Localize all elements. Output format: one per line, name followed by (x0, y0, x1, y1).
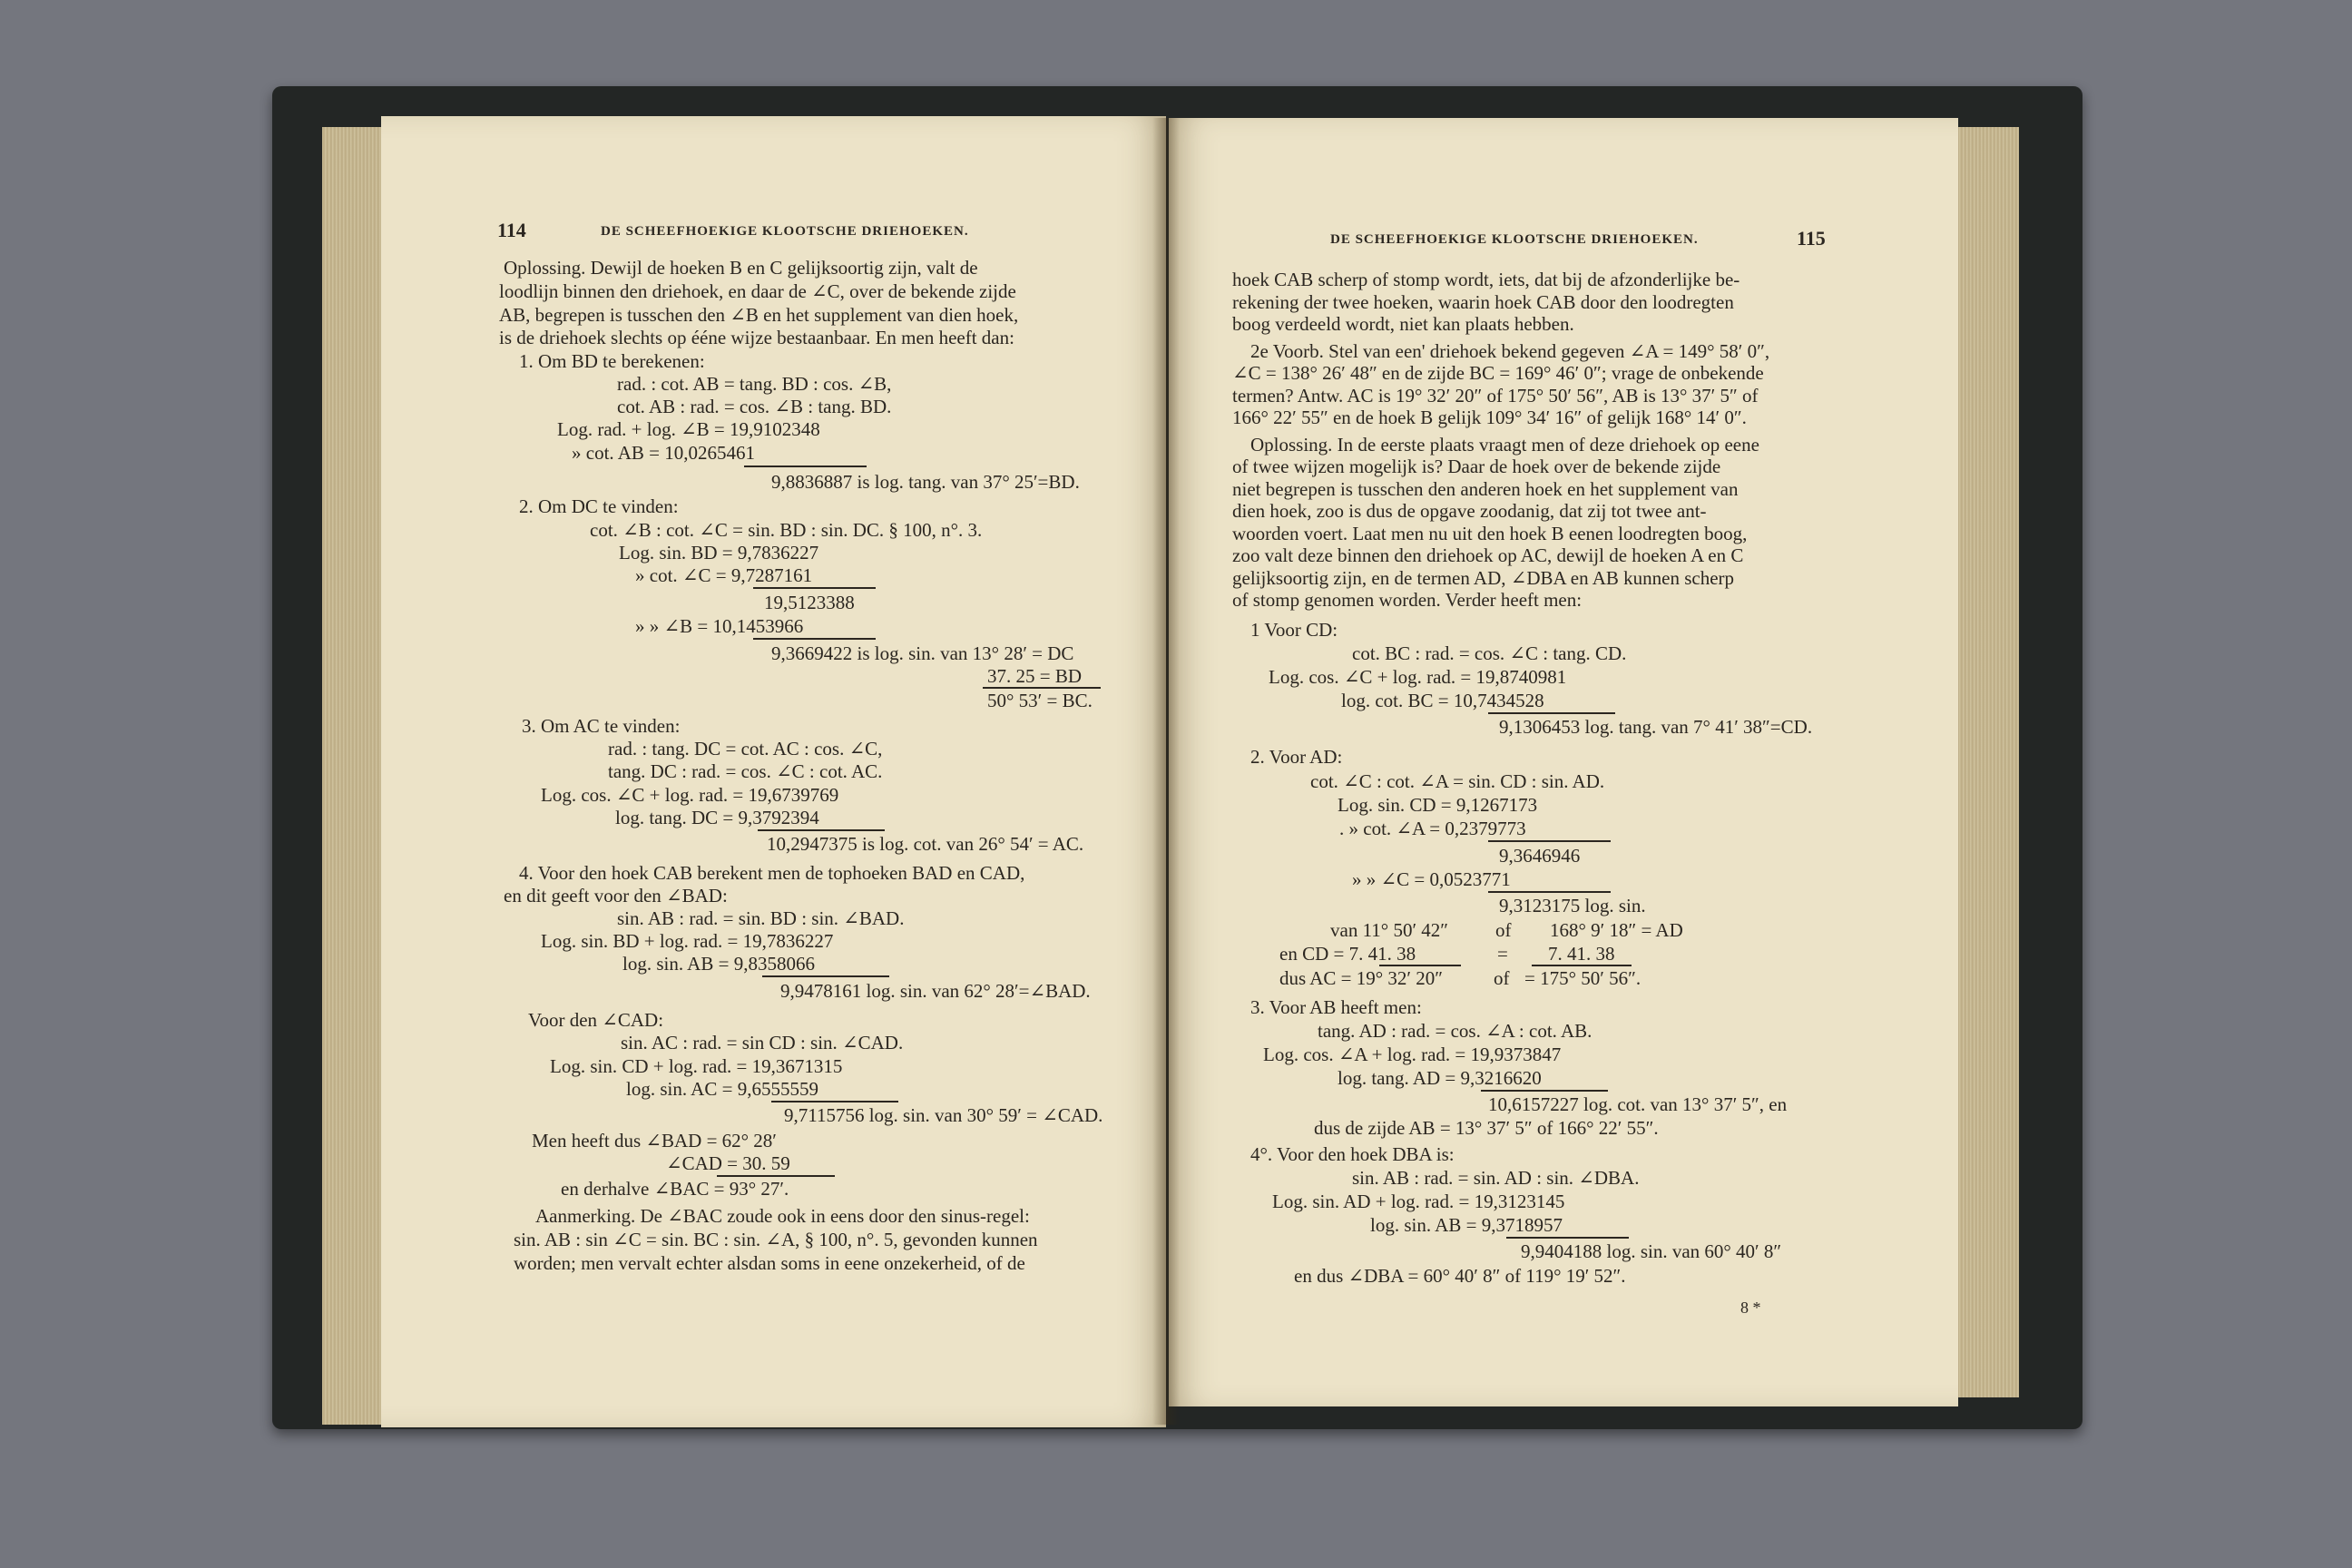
text-line: tang. AD : rad. = cos. ∠A : cot. AB. (1318, 1020, 1592, 1042)
text-line: 168° 9′ 18″ = AD (1550, 919, 1683, 941)
text-line: rad. : tang. DC = cot. AC : cos. ∠C, (608, 738, 883, 760)
text-line: = 175° 50′ 56″. (1524, 967, 1642, 989)
sum-rule (1481, 1090, 1608, 1092)
book-gutter (1152, 118, 1180, 1425)
sum-rule (1488, 712, 1615, 714)
text-line: log. sin. AB = 9,8358066 (622, 953, 815, 975)
text-line: » cot. ∠C = 9,7287161 (635, 564, 813, 586)
page-number: 115 (1797, 227, 1826, 250)
text-line: of (1494, 967, 1510, 989)
text-line: Log. sin. CD + log. rad. = 19,3671315 (550, 1055, 843, 1077)
text-line: cot. BC : rad. = cos. ∠C : tang. CD. (1352, 642, 1627, 664)
text-line: Aanmerking. De ∠BAC zoude ook in eens door den sinus-regel: (535, 1205, 1030, 1227)
text-line: log. tang. DC = 9,3792394 (615, 807, 819, 828)
text-line: niet begrepen is tusschen den anderen hoek en het supplement van (1232, 478, 1739, 500)
text-line: Log. sin. CD = 9,1267173 (1338, 794, 1538, 816)
text-line: 1 Voor CD: (1250, 619, 1338, 641)
sum-rule (983, 687, 1101, 689)
text-line: boog verdeeld wordt, niet kan plaats hebben. (1232, 313, 1574, 335)
text-line: log. sin. AC = 9,6555559 (626, 1078, 818, 1100)
text-line: 19,5123388 (764, 592, 855, 613)
text-line: van 11° 50′ 42″ (1330, 919, 1449, 941)
text-line: 3. Voor AB heeft men: (1250, 996, 1422, 1018)
text-line: 1. Om BD te berekenen: (519, 350, 705, 372)
text-line: gelijksoortig zijn, en de termen AD, ∠DBA en AB kunnen scherp (1232, 567, 1735, 589)
text-line: log. sin. AB = 9,3718957 (1370, 1214, 1563, 1236)
text-line: Log. sin. AD + log. rad. = 19,3123145 (1272, 1191, 1565, 1212)
text-line: Log. sin. BD = 9,7836227 (619, 542, 819, 564)
text-line: sin. AB : rad. = sin. BD : sin. ∠BAD. (617, 907, 905, 929)
text-line: log. tang. AD = 9,3216620 (1338, 1067, 1542, 1089)
text-line: dien hoek, zoo is dus de opgave zoodanig, dat zij tot twee ant- (1232, 500, 1707, 522)
text-line: worden; men vervalt echter alsdan soms in eene onzekerheid, of de (514, 1252, 1025, 1274)
sum-rule (1506, 1237, 1629, 1239)
text-line: of twee wijzen mogelijk is? Daar de hoek over de bekende zijde (1232, 456, 1721, 477)
text-line: sin. AB : sin ∠C = sin. BC : sin. ∠A, § 100, n°. 5, gevonden kunnen (514, 1229, 1038, 1250)
text-line: dus AC = 19° 32′ 20″ (1279, 967, 1444, 989)
text-line: ∠C = 138° 26′ 48″ en de zijde BC = 169° 46′ 0″; vrage de onbekende (1232, 362, 1764, 384)
text-line: » cot. AB = 10,0265461 (572, 442, 756, 464)
text-line: ∠CAD = 30. 59 (666, 1152, 790, 1174)
text-line: sin. AB : rad. = sin. AD : sin. ∠DBA. (1352, 1167, 1640, 1189)
text-line: Oplossing. In de eerste plaats vraagt men of deze driehoek op eene (1250, 434, 1759, 456)
text-line: 10,2947375 is log. cot. van 26° 54′ = AC. (767, 833, 1084, 855)
text-line: of (1495, 919, 1512, 941)
text-line: 9,3123175 log. sin. (1499, 895, 1646, 916)
text-line: loodlijn binnen den driehoek, en daar de ∠C, over de bekende zijde (499, 280, 1016, 302)
text-line: 2e Voorb. Stel van een' driehoek bekend gegeven ∠A = 149° 58′ 0″, (1250, 340, 1770, 362)
text-line: Voor den ∠CAD: (528, 1009, 664, 1031)
text-line: Log. rad. + log. ∠B = 19,9102348 (557, 418, 820, 440)
text-line: is de driehoek slechts op ééne wijze bestaanbaar. En men heeft dan: (499, 327, 1014, 348)
sum-rule (758, 829, 885, 831)
sum-rule (717, 1175, 835, 1177)
text-line: 9,1306453 log. tang. van 7° 41′ 38″=CD. (1499, 716, 1813, 738)
signature-mark: 8 * (1740, 1298, 1761, 1317)
text-line: cot. ∠B : cot. ∠C = sin. BD : sin. DC. § 100, n°. 3. (590, 519, 983, 541)
text-line: en dit geeft voor den ∠BAD: (504, 885, 728, 906)
sum-rule (753, 638, 876, 640)
text-line: cot. ∠C : cot. ∠A = sin. CD : sin. AD. (1310, 770, 1605, 792)
text-line: rekening der twee hoeken, waarin hoek CAB door den loodregten (1232, 291, 1734, 313)
text-line: Log. cos. ∠A + log. rad. = 19,9373847 (1263, 1044, 1562, 1065)
running-head: DE SCHEEFHOEKIGE KLOOTSCHE DRIEHOEKEN. (601, 224, 969, 239)
text-line: cot. AB : rad. = cos. ∠B : tang. BD. (617, 396, 892, 417)
text-line: 166° 22′ 55″ en de hoek B gelijk 109° 34′ 16″ of gelijk 168° 14′ 0″. (1232, 407, 1747, 428)
text-line: 9,9478161 log. sin. van 62° 28′=∠BAD. (780, 980, 1091, 1002)
text-line: 9,3669422 is log. sin. van 13° 28′ = DC (771, 642, 1074, 664)
text-line: 7. 41. 38 (1548, 943, 1615, 965)
text-line: log. cot. BC = 10,7434528 (1341, 690, 1544, 711)
text-line: 2. Voor AD: (1250, 746, 1343, 768)
sum-rule (753, 587, 876, 589)
text-line: = (1497, 943, 1508, 965)
text-line: Log. cos. ∠C + log. rad. = 19,8740981 (1269, 666, 1567, 688)
text-line: hoek CAB scherp of stomp wordt, iets, dat bij de afzonderlijke be- (1232, 269, 1740, 290)
text-line: 9,7115756 log. sin. van 30° 59′ = ∠CAD. (784, 1104, 1103, 1126)
text-line: Log. sin. BD + log. rad. = 19,7836227 (541, 930, 834, 952)
text-line: 4°. Voor den hoek DBA is: (1250, 1143, 1455, 1165)
text-line: rad. : cot. AB = tang. BD : cos. ∠B, (617, 373, 892, 395)
running-head: DE SCHEEFHOEKIGE KLOOTSCHE DRIEHOEKEN. (1330, 232, 1699, 247)
sum-rule (1488, 891, 1611, 893)
sum-rule (1488, 840, 1611, 842)
text-line: 10,6157227 log. cot. van 13° 37′ 5″, en (1488, 1093, 1788, 1115)
text-line: . » cot. ∠A = 0,2379773 (1339, 818, 1526, 839)
text-line: 2. Om DC te vinden: (519, 495, 679, 517)
text-line: Oplossing. Dewijl de hoeken B en C gelijksoortig zijn, valt de (504, 257, 978, 279)
sum-rule (1379, 965, 1461, 966)
text-line: Men heeft dus ∠BAD = 62° 28′ (532, 1130, 777, 1152)
text-line: woorden voert. Laat men nu uit den hoek B eenen loodregten boog, (1232, 523, 1748, 544)
text-line: 9,8836887 is log. tang. van 37° 25′=BD. (771, 471, 1080, 493)
sum-rule (1532, 965, 1632, 966)
text-line: 4. Voor den hoek CAB berekent men de tophoeken BAD en CAD, (519, 862, 1025, 884)
text-line: of stomp genomen worden. Verder heeft men: (1232, 589, 1583, 611)
text-line: 3. Om AC te vinden: (522, 715, 681, 737)
text-line: Log. cos. ∠C + log. rad. = 19,6739769 (541, 784, 839, 806)
text-line: tang. DC : rad. = cos. ∠C : cot. AC. (608, 760, 883, 782)
text-line: 50° 53′ = BC. (987, 690, 1093, 711)
text-line: en CD = 7. 41. 38 (1279, 943, 1416, 965)
text-line: termen? Antw. AC is 19° 32′ 20″ of 175° 50′ 56″, AB is 13° 37′ 5″ of (1232, 385, 1759, 407)
page-number: 114 (497, 219, 526, 241)
text-line: 9,9404188 log. sin. van 60° 40′ 8″ (1521, 1240, 1782, 1262)
sum-rule (762, 975, 889, 977)
text-line: en derhalve ∠BAC = 93° 27′. (561, 1178, 789, 1200)
text-line: dus de zijde AB = 13° 37′ 5″ of 166° 22′ 55″. (1314, 1117, 1659, 1139)
text-line: en dus ∠DBA = 60° 40′ 8″ of 119° 19′ 52″. (1294, 1265, 1626, 1287)
text-line: » » ∠B = 10,1453966 (635, 615, 804, 637)
text-line: AB, begrepen is tusschen den ∠B en het supplement van dien hoek, (499, 304, 1019, 326)
text-line: 9,3646946 (1499, 845, 1581, 867)
sum-rule (744, 466, 867, 467)
text-line: zoo valt deze binnen den driehoek op AC, dewijl de hoeken A en C (1232, 544, 1744, 566)
sum-rule (771, 1101, 898, 1102)
text-line: sin. AC : rad. = sin CD : sin. ∠CAD. (621, 1032, 904, 1054)
left-page-edges (322, 127, 390, 1425)
text-line: » » ∠C = 0,0523771 (1352, 868, 1511, 890)
text-line: 37. 25 = BD (987, 665, 1083, 687)
